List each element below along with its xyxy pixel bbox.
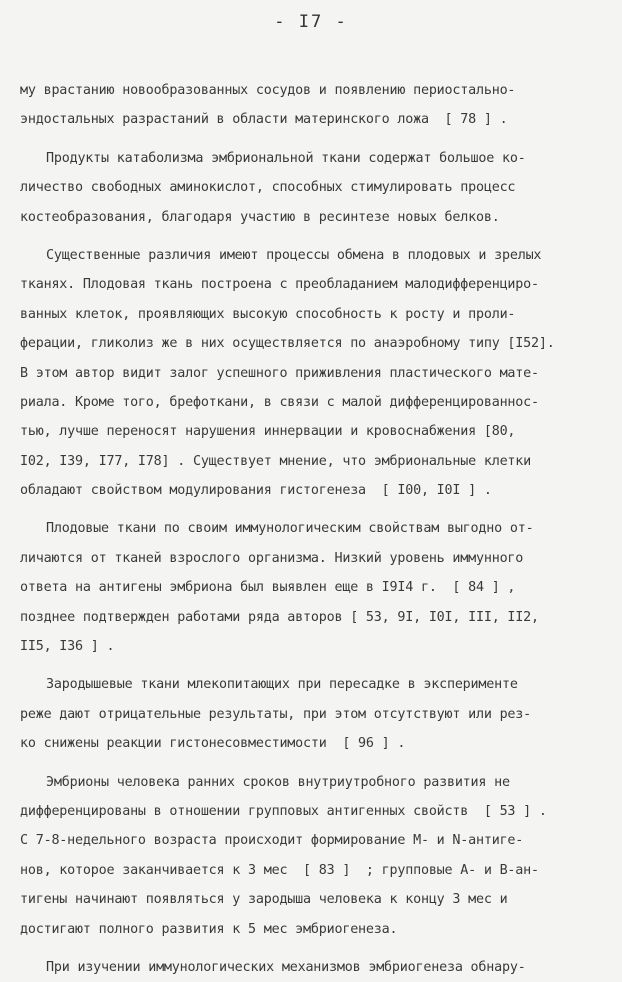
paragraph [20, 241, 605, 506]
text-line: I02, I39, I77, I78] . Существует мнение, что эмбриональные клетки [20, 453, 532, 469]
text-line: ответа на антигены эмбриона был выявлен еще в I9I4 г. [ 84 ] , [20, 580, 516, 596]
text-line: личество свободных аминокислот, способных стимулировать процесс [20, 180, 516, 196]
text-line: костеобразования, благодаря участию в ресинтезе новых белков. [20, 209, 500, 225]
paragraph [20, 514, 605, 661]
text-line: II5, I36 ] . [20, 639, 115, 655]
text-line: позднее подтвержден работами ряда авторов [ 53, 9I, I0I, III, II2, [20, 609, 539, 625]
document-body [20, 76, 605, 982]
text-line: риала. Кроме того, брефоткани, в связи с малой дифференцированнос- [20, 394, 539, 410]
text-line: дифференцированы в отношении групповых антигенных свойств [ 53 ] . [20, 803, 547, 819]
text-line: личаются от тканей взрослого организма. Низкий уровень иммунного [20, 550, 524, 566]
text-line: ко снижены реакции гистонесовместимости [ 96 ] . [20, 736, 406, 752]
text-line: Плодовые ткани по своим иммунологическим свойствам выгодно от- [46, 521, 534, 537]
text-line: Эмбрионы человека ранних сроков внутриутробного развития не [46, 774, 510, 790]
paragraph [20, 76, 605, 135]
text-line: При изучении иммунологических механизмов эмбриогенеза обнару- [46, 959, 526, 975]
paragraph-gap [20, 661, 605, 670]
paragraph-gap [20, 944, 605, 953]
text-line: му врастанию новообразованных сосудов и появлению периостально- [20, 83, 516, 98]
paragraph [20, 953, 605, 982]
paragraph-gap [20, 759, 605, 768]
paragraph-gap [20, 232, 605, 241]
text-line: тигены начинают появляться у зародыша человека к концу 3 мес и [20, 892, 508, 908]
text-line: эндостальных разрастаний в области материнского ложа [ 78 ] . [20, 112, 508, 128]
paragraph [20, 768, 605, 944]
text-line: В этом автор видит залог успешного приживления пластического мате- [20, 365, 539, 381]
paragraph-gap [20, 505, 605, 514]
paragraph [20, 144, 605, 232]
text-line: тью, лучше переносят нарушения иннервации и кровоснабжения [80, [20, 424, 516, 440]
paragraph [20, 670, 605, 758]
page-number: - I7 - [274, 12, 348, 32]
text-line: нов, которое заканчивается к 3 мес [ 83 ] ; групповые А- и В-ан- [20, 862, 539, 878]
text-line: Продукты катаболизма эмбриональной ткани содержат большое ко- [46, 150, 526, 166]
text-line: Зародышевые ткани млекопитающих при пересадке в эксперименте [46, 677, 518, 693]
paragraph-gap [20, 135, 605, 144]
text-line: тканях. Плодовая ткань построена с преобладанием малодифференциро- [20, 277, 539, 293]
text-line: обладают свойством модулирования гистогенеза [ I00, I0I ] . [20, 483, 492, 499]
text-line: ванных клеток, проявляющих высокую способность к росту и проли- [20, 306, 516, 322]
text-line: Существенные различия имеют процессы обмена в плодовых и зрелых [46, 247, 542, 263]
text-line: ферации, гликолиз же в них осуществляется по анаэробному типу [I52]. [20, 336, 555, 352]
text-line: реже дают отрицательные результаты, при этом отсутствуют или рез- [20, 706, 532, 722]
text-line: С 7-8-недельного возраста происходит формирование М- и N-антиге- [20, 833, 524, 849]
text-line: достигают полного развития к 5 мес эмбриогенеза. [20, 921, 398, 937]
